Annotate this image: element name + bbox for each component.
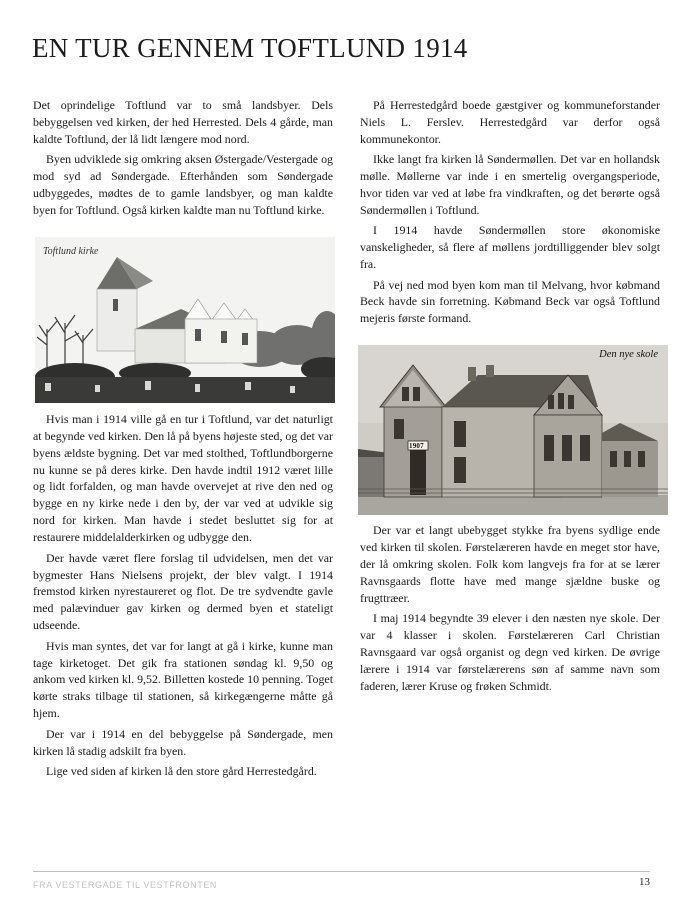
paragraph: Der var et langt ubebygget stykke fra byens sydlige ende ved kirken til skolen. Førstelæreren havde en meget stor have, der lå omkring skolen. Folk kom langvejs fra for at se lærer Ravnsgaards flotte have med mange sjældne buske og frugttræer. [360,523,660,605]
paragraph: Der var i 1914 en del bebyggelse på Søndergade, men kirken lå stadig adskilt fra byen. [33,726,333,758]
page-title: EN TUR GENNEM TOFTLUND 1914 [32,33,468,63]
paragraph: Ikke langt fra kirken lå Søndermøllen. Det var en hollandsk mølle. Møllerne var inde i en smertelig overgangsperiode, hvor tiden var ved at løbe fra vindkraften, og det berørte også Søndermøllen i Toftlund. [360,152,660,217]
paragraph: På Herrestedgård boede gæstgiver og kommuneforstander Niels L. Ferslev. Herrestedgård var derfor også kommunekontor. [360,98,660,146]
page-number: 13 [639,876,650,888]
left-column [33,97,333,783]
school-photo [358,345,668,515]
school-illustration [358,345,668,515]
footer-divider [33,871,650,872]
church-illustration [35,237,335,403]
paragraph: I maj 1914 begyndte 39 elever i den næsten nye skole. Der var 4 klasser i skolen. Førstelæreren Carl Christian Ravnsgaard var også organist og degn ved kirken. De øvrige lærere i 1914 var førstelærerens søn af samme navn som faderen, lærer Kruse og frøken Schmidt. [360,611,660,693]
paragraph: Hvis man i 1914 ville gå en tur i Toftlund, var det naturligt at begynde ved kirken. Den lå på byens højeste sted, og det var byens ældste bygning. Det var med stolthed, Toftlundborgerne nu kunne se på deres kirke. Den havde indtil 1912 været lille og lidt forfalden, og man havde overvejet at rive den ned og bygge en ny kirke nede i den by, der var ved at udvikle sig nord for kirken. Man havde i stedet besluttet sig for at restaurere middelalderkirken og udbygge den. [33,411,333,545]
paragraph: På vej ned mod byen kom man til Melvang, hvor købmand Beck havde sin forretning. Købmand Beck var også Toftlund mejeris første formand. [360,277,660,326]
paragraph: Hvis man syntes, det var for langt at gå i kirke, kunne man tage kirketoget. Det gik fra stationen søndag kl. 9,50 og ankom ved kirken kl. 9,52. Billetten kostede 10 penning. Toget kørte straks tilbage til stationen, så kirkegængerne måtte gå hjem. [33,638,333,721]
paragraph: Der havde været flere forslag til udvidelsen, men det var bygmester Hans Nielsens projekt, der blev valgt. I 1914 fremstod kirken nyrestaureret og flot. De tre sydvendte gavle med palævinduer gav kirken og dermed byen et stateligt udseende. [33,550,333,633]
paragraph: Byen udviklede sig omkring aksen Østergade/Vestergade og mod syd ad Søndergade. Efterhånden som Søndergade udbyggedes, mødtes de to gamle landsbyer, og man kaldte byen for Toftlund. Også kirken kaldte man nu Toftlund kirke. [33,152,333,217]
paragraph: I 1914 havde Søndermøllen store økonomiske vanskeligheder, så flere af møllens jordtilliggender blev solgt fra. [360,223,660,272]
figure-caption: Toftlund kirke [43,245,99,257]
paragraph: Det oprindelige Toftlund var to små landsbyer. Dels bebyggelsen ved kirken, der hed Herrested. Dels 4 gårde, man kaldte Toftlund, der lå lidt længere mod nord. [33,98,333,146]
school-sign: 1907 [409,442,424,451]
paragraph: Lige ved siden af kirken lå den store gård Herrestedgård. [46,763,317,778]
footer-section-title: FRA VESTERGADE TIL VESTFRONTEN [33,880,218,890]
right-column [360,97,660,698]
church-photo [35,237,335,403]
figure-caption: Den nye skole [599,349,658,361]
